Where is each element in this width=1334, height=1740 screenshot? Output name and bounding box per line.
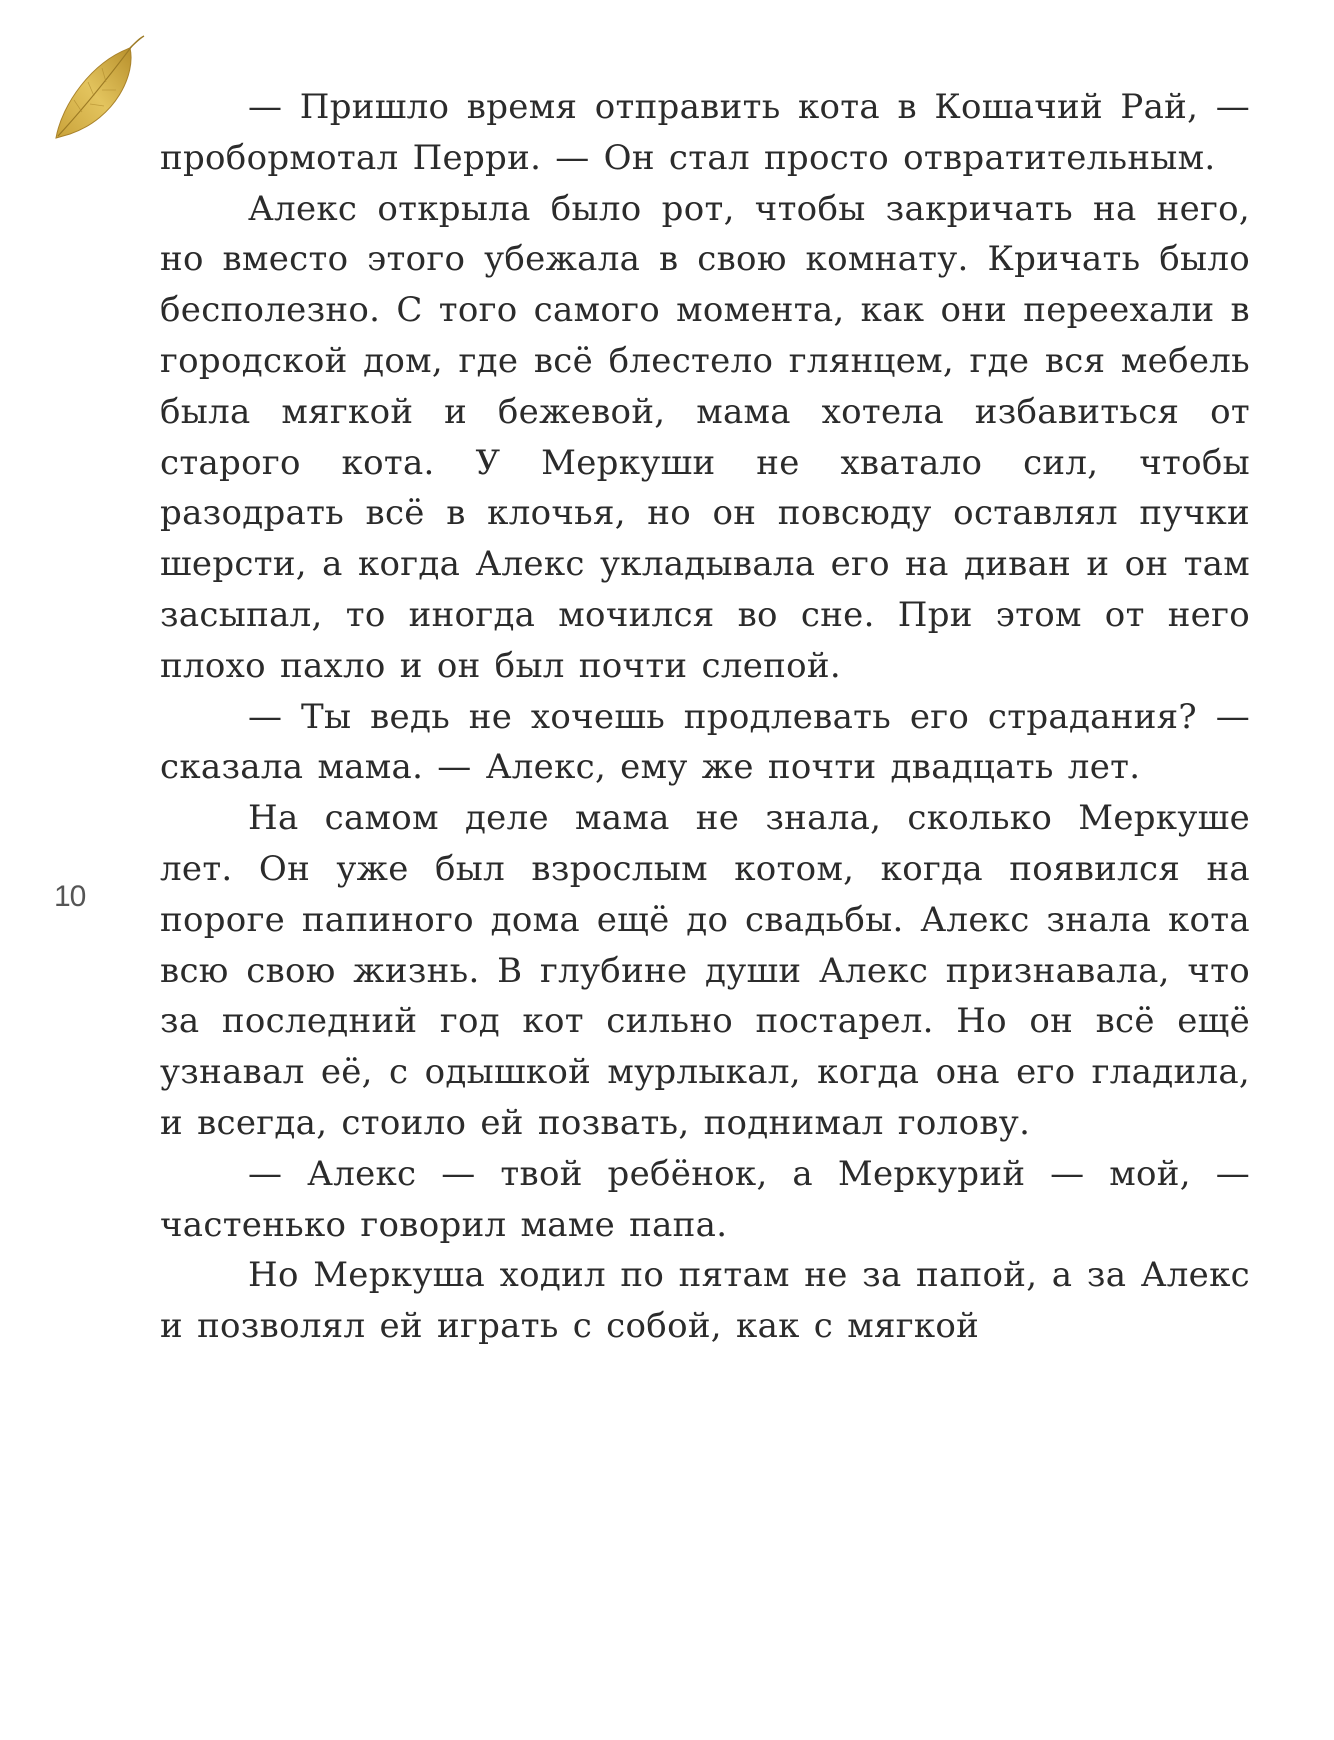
page-number: 10 [54,880,86,913]
paragraph: Но Меркуша ходил по пятам не за папой, а за Алекс и позволял ей играть с собой, как с мягкой [160,1255,1250,1347]
paragraph: — Пришло время отправить кота в Кошачий Рай, — пробормотал Перри. — Он стал просто отвратительным. [160,87,1250,178]
golden-leaf-icon [52,34,148,144]
paragraph: На самом деле мама не знала, сколько Меркуше лет. Он уже был взрослым котом, когда появился на пороге папиного дома ещё до свадьбы. Алекс знала кота всю свою жизнь. В глубине души Алекс признавала, что за последний год кот сильно постарел. Но он всё ещё узнавал её, с одышкой мурлыкал, когда она его гладила, и всегда, стоило ей позвать, поднимал голову. [160,798,1250,1143]
paragraph: — Ты ведь не хочешь продлевать его страдания? — сказала мама. — Алекс, ему же почти двадцать лет. [160,696,1250,788]
paragraph: — Алекс — твой ребёнок, а Меркурий — мой, — частенько говорил маме папа. [160,1153,1250,1245]
paragraph: Алекс открыла было рот, чтобы закричать на него, но вместо этого убежала в свою комнату. Кричать было бесполезно. С того самого момента, как они переехали в городской дом, где всё блестело глянцем, где вся мебель была мягкой и бежевой, мама хотела избавиться от старого кота. У Меркуши не хватало сил, чтобы разодрать всё в клочья, но он повсюду оставлял пучки шерсти, а когда Алекс укладывала его на диван и он там засыпал, то иногда мочился во сне. При этом от него плохо пахло и он был почти слепой. [160,188,1250,686]
body-text [160,82,1250,1352]
